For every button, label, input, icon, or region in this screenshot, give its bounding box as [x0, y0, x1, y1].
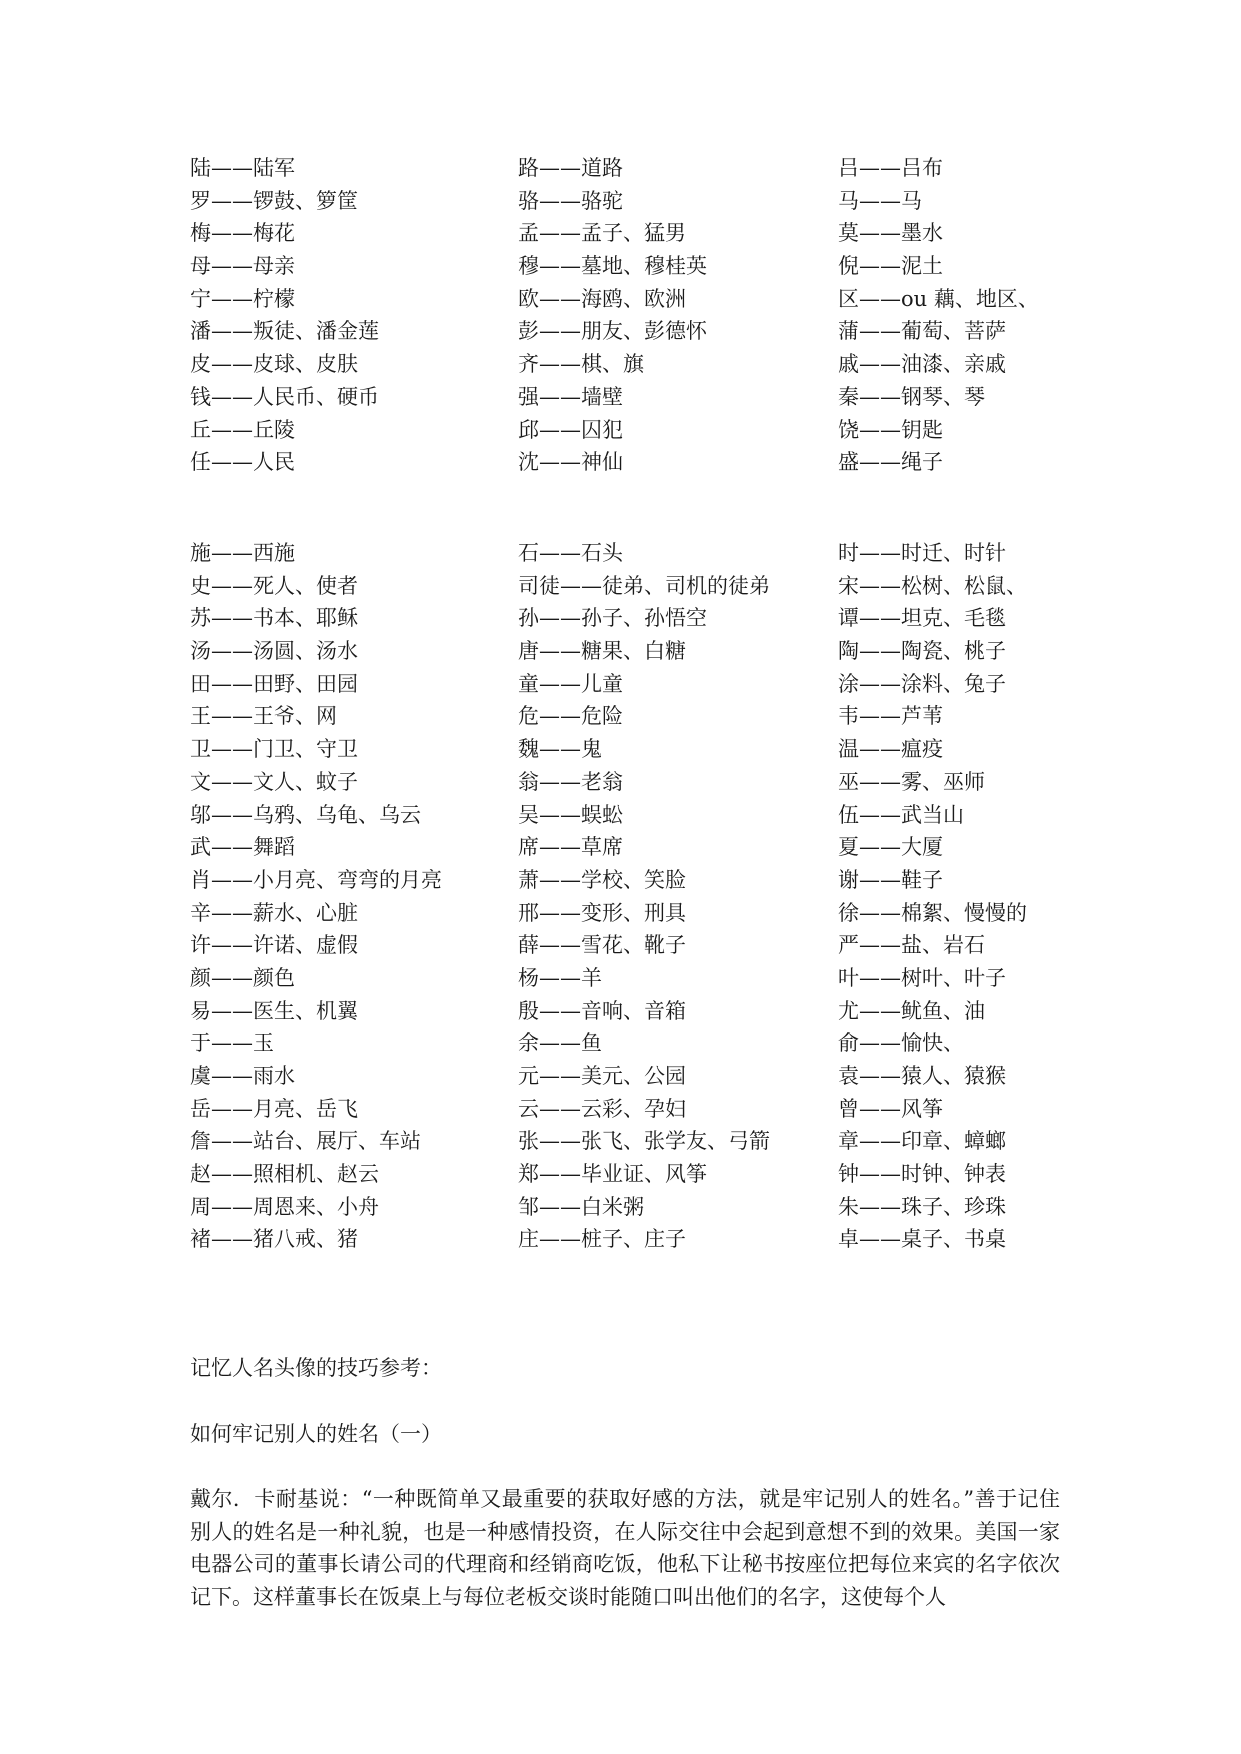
- surname-entry: 朱——珠子、珍珠: [838, 1194, 1006, 1219]
- surname-entry: 施——西施: [190, 541, 295, 565]
- surname-entry: 童——儿童: [518, 671, 623, 696]
- surname-entry: 褚——猪八戒、猪: [190, 1227, 358, 1252]
- surname-entry: 孟——孟子、猛男: [518, 221, 686, 246]
- surname-entry: 史——死人、使者: [190, 573, 358, 598]
- surname-entry: 吴——蜈蚣: [518, 802, 623, 827]
- table-row: [190, 283, 1070, 316]
- surname-entry: 薛——雪花、靴子: [518, 933, 686, 958]
- table-row: [190, 1027, 1070, 1060]
- surname-entry: 田——田野、田园: [190, 671, 358, 696]
- surname-entry: 欧——海鸥、欧洲: [518, 286, 686, 311]
- table-row: [190, 1093, 1070, 1126]
- surname-entry: 钱——人民币、硬币: [190, 384, 379, 409]
- surname-entry: 倪——泥土: [838, 254, 943, 279]
- surname-entry: 王——王爷、网: [190, 704, 337, 729]
- surname-table-2: [190, 537, 1070, 1256]
- table-row: [190, 348, 1070, 381]
- surname-entry: 岳——月亮、岳飞: [190, 1096, 358, 1121]
- surname-entry: 陆——陆军: [190, 156, 295, 180]
- surname-entry: 詹——站台、展厅、车站: [190, 1129, 421, 1154]
- surname-entry: 袁——猿人、猿猴: [838, 1064, 1006, 1088]
- table-row: [190, 668, 1070, 701]
- surname-entry: 盛——绳子: [838, 450, 943, 475]
- surname-entry: 皮——皮球、皮肤: [190, 352, 358, 377]
- surname-entry: 危——危险: [518, 704, 623, 729]
- surname-entry: 文——文人、蚊子: [190, 769, 358, 794]
- surname-entry: 叶——树叶、叶子: [838, 965, 1006, 990]
- surname-entry: 齐——棋、旗: [518, 352, 644, 377]
- table-row: [190, 315, 1070, 348]
- surname-entry: 武——舞蹈: [190, 835, 295, 860]
- table-row: [190, 766, 1070, 799]
- surname-entry: 许——许诺、虚假: [190, 933, 358, 958]
- surname-entry: 萧——学校、笑脸: [518, 867, 686, 892]
- surname-entry: 章——印章、蟑螂: [838, 1129, 1006, 1154]
- table-row: [190, 570, 1070, 603]
- table-row: [190, 995, 1070, 1028]
- table-row: [190, 929, 1070, 962]
- surname-entry: 谭——坦克、毛毯: [838, 606, 1006, 631]
- table-row: [190, 733, 1070, 766]
- surname-entry: 时——时迁、时针: [838, 541, 1006, 565]
- surname-entry: 余——鱼: [518, 1031, 602, 1056]
- surname-entry: 石——石头: [518, 541, 623, 565]
- surname-entry: 任——人民: [190, 450, 295, 475]
- surname-entry: 肖——小月亮、弯弯的月亮: [190, 867, 442, 892]
- table-row: [190, 1191, 1070, 1224]
- surname-entry: 饶——钥匙: [838, 417, 943, 442]
- table-row: [190, 602, 1070, 635]
- surname-entry: 云——云彩、孕妇: [518, 1096, 686, 1121]
- surname-entry: 邢——变形、刑具: [518, 900, 686, 925]
- surname-entry: 彭——朋友、彭德怀: [518, 319, 707, 344]
- surname-entry: 韦——芦苇: [838, 704, 943, 729]
- surname-entry: 秦——钢琴、琴: [838, 384, 985, 409]
- surname-entry: 区——ou 藕、地区、: [838, 286, 1039, 311]
- surname-entry: 罗——锣鼓、箩筐: [190, 188, 358, 213]
- surname-entry: 陶——陶瓷、桃子: [838, 639, 1006, 664]
- surname-entry: 俞——愉快、: [838, 1031, 964, 1056]
- surname-entry: 路——道路: [518, 156, 623, 180]
- surname-entry: 巫——雾、巫师: [838, 769, 985, 794]
- surname-entry: 辛——薪水、心脏: [190, 900, 358, 925]
- table-row: [190, 1158, 1070, 1191]
- surname-entry: 徐——棉絮、慢慢的: [838, 900, 1027, 925]
- table-row: [190, 799, 1070, 832]
- surname-entry: 邹——白米粥: [518, 1194, 644, 1219]
- surname-entry: 杨——羊: [518, 965, 602, 990]
- surname-entry: 汤——汤圆、汤水: [190, 639, 358, 664]
- surname-entry: 潘——叛徒、潘金莲: [190, 319, 379, 344]
- surname-entry: 涂——涂料、兔子: [838, 671, 1006, 696]
- surname-entry: 翁——老翁: [518, 769, 623, 794]
- surname-entry: 张——张飞、张学友、弓箭: [518, 1129, 770, 1154]
- table-row: [190, 831, 1070, 864]
- body-paragraph: 戴尔．卡耐基说：“一种既简单又最重要的获取好感的方法，就是牢记别人的姓名。”善于记住别人的姓名是一种礼貌，也是一种感情投资，在人际交往中会起到意想不到的效果。美国一家电器公司的董事长请公司的代理商和经销商吃饭，他私下让秘书按座位把每位来宾的名字依次记下。这样董事长在饭桌上与每位老板交谈时能随口叫出他们的名字，这使每个人: [190, 1487, 1060, 1609]
- surname-entry: 曾——风筝: [838, 1096, 943, 1121]
- surname-entry: 于——玉: [190, 1031, 274, 1056]
- surname-entry: 司徒——徒弟、司机的徒弟: [518, 573, 770, 598]
- surname-entry: 邱——囚犯: [518, 417, 623, 442]
- surname-entry: 宁——柠檬: [190, 286, 295, 311]
- surname-entry: 伍——武当山: [838, 802, 964, 827]
- table-row: [190, 250, 1070, 283]
- table-row: [190, 1223, 1070, 1256]
- table-row: [190, 700, 1070, 733]
- table-row: [190, 1125, 1070, 1158]
- surname-entry: 苏——书本、耶稣: [190, 606, 358, 631]
- surname-entry: 沈——神仙: [518, 450, 623, 475]
- surname-entry: 庄——桩子、庄子: [518, 1227, 686, 1252]
- surname-entry: 卫——门卫、守卫: [190, 737, 358, 762]
- subsection-heading: 如何牢记别人的姓名（一）: [190, 1422, 442, 1446]
- surname-entry: 夏——大厦: [838, 835, 943, 860]
- surname-entry: 母——母亲: [190, 254, 295, 279]
- table-row: [190, 864, 1070, 897]
- surname-entry: 温——瘟疫: [838, 737, 943, 762]
- surname-entry: 孙——孙子、孙悟空: [518, 606, 707, 631]
- surname-entry: 魏——鬼: [518, 737, 602, 762]
- surname-entry: 邬——乌鸦、乌龟、乌云: [190, 802, 421, 827]
- table-row: [190, 537, 1070, 570]
- surname-entry: 虞——雨水: [190, 1064, 295, 1088]
- surname-entry: 马——马: [838, 188, 922, 213]
- surname-entry: 谢——鞋子: [838, 867, 943, 892]
- surname-entry: 强——墙壁: [518, 384, 623, 409]
- surname-entry: 梅——梅花: [190, 221, 295, 246]
- surname-entry: 吕——吕布: [838, 156, 943, 180]
- surname-entry: 骆——骆驼: [518, 188, 623, 213]
- surname-entry: 戚——油漆、亲戚: [838, 352, 1006, 377]
- surname-entry: 赵——照相机、赵云: [190, 1162, 379, 1187]
- surname-entry: 宋——松树、松鼠、: [838, 573, 1027, 598]
- surname-entry: 蒲——葡萄、菩萨: [838, 319, 1006, 344]
- surname-entry: 郑——毕业证、风筝: [518, 1162, 707, 1187]
- table-row: [190, 897, 1070, 930]
- surname-entry: 严——盐、岩石: [838, 933, 985, 958]
- table-row: [190, 414, 1070, 447]
- surname-entry: 易——医生、机翼: [190, 998, 358, 1023]
- surname-entry: 元——美元、公园: [518, 1064, 686, 1088]
- table-row: [190, 962, 1070, 995]
- surname-entry: 唐——糖果、白糖: [518, 639, 686, 664]
- surname-entry: 周——周恩来、小舟: [190, 1194, 379, 1219]
- surname-entry: 颜——颜色: [190, 965, 295, 990]
- surname-entry: 卓——桌子、书桌: [838, 1227, 1006, 1252]
- table-row: [190, 152, 1070, 185]
- surname-entry: 穆——墓地、穆桂英: [518, 254, 707, 279]
- surname-entry: 丘——丘陵: [190, 417, 295, 442]
- surname-entry: 钟——时钟、钟表: [838, 1162, 1006, 1187]
- table-row: [190, 1060, 1070, 1093]
- table-row: [190, 381, 1070, 414]
- surname-entry: 莫——墨水: [838, 221, 943, 246]
- table-row: [190, 185, 1070, 218]
- surname-entry: 尤——鱿鱼、油: [838, 998, 985, 1023]
- table-row: [190, 217, 1070, 250]
- surname-table-1: [190, 152, 1070, 479]
- surname-entry: 席——草席: [518, 835, 623, 860]
- surname-entry: 殷——音响、音箱: [518, 998, 686, 1023]
- section-heading: 记忆人名头像的技巧参考：: [190, 1356, 442, 1380]
- table-row: [190, 446, 1070, 479]
- table-row: [190, 635, 1070, 668]
